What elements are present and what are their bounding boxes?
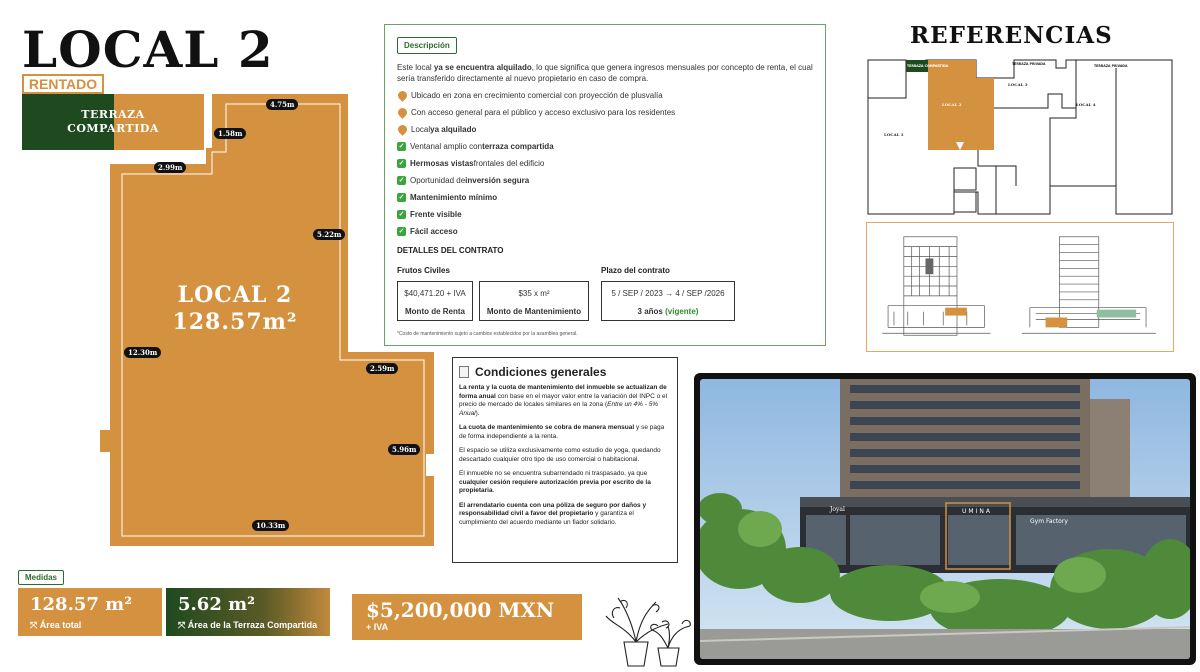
terrace-area-label: Área de la Terraza Compartida (187, 620, 318, 630)
term-box (601, 281, 735, 321)
dimension-label: 2.99m (154, 162, 186, 173)
building-photo (694, 373, 1196, 665)
maintenance-box (479, 281, 589, 321)
ref-label: TERRAZA PRIVADA (1094, 64, 1128, 68)
shop-sign: Gym Factory (1030, 518, 1068, 525)
price-suffix: + IVA (366, 622, 389, 632)
rent-label: Monto de Renta (405, 307, 465, 316)
checkmark-icon (397, 142, 406, 151)
conditions-title: Condiciones generales (459, 364, 671, 380)
maintenance-label: Monto de Mantenimiento (486, 307, 582, 316)
condition-paragraph: El inmueble no se encuentra subarrendado ni traspasado, ya que cualquier cesión requiere autorización previa por escrito de la propietaria. (459, 470, 651, 494)
dimension-label: 5.96m (388, 444, 420, 455)
dimension-label: 10.33m (252, 520, 289, 531)
description-box (384, 24, 826, 346)
feature-item: Con acceso general para el público y acceso exclusivo para los residentes (397, 107, 813, 118)
feature-item: ✓ Frente visible (397, 209, 813, 220)
civil-fruits-heading: Frutos Civiles (397, 266, 450, 275)
shop-sign: Joyal (830, 506, 845, 513)
expand-icon: ⤧ (178, 620, 188, 630)
maintenance-value: $35 x m² (518, 289, 550, 298)
location-pin-icon (396, 123, 409, 136)
terrace-area-value: 5.62 m² (178, 594, 256, 615)
measures-heading: Medidas (18, 570, 64, 585)
expand-icon: ⤧ (30, 620, 40, 630)
total-area-value: 128.57 m² (30, 594, 133, 615)
checkmark-icon (397, 159, 406, 168)
dimension-label: 4.75m (266, 99, 298, 110)
ref-label: LOCAL 1 (884, 132, 904, 137)
page-title: LOCAL 2 (22, 20, 274, 79)
reference-floor-plan (866, 58, 1174, 216)
checkmark-icon (397, 176, 406, 185)
dimension-label: 2.59m (366, 363, 398, 374)
local-area-label: LOCAL 2 128.57m² (172, 282, 298, 335)
price-card (352, 594, 582, 640)
contract-term-heading: Plazo del contrato (601, 266, 670, 275)
rent-box (397, 281, 473, 321)
dimension-label: 1.58m (214, 128, 246, 139)
building-photo-image (700, 379, 1190, 659)
document-icon (459, 366, 469, 378)
feature-item: Local ya alquilado (397, 124, 813, 135)
feature-item: ✓ Fácil acceso (397, 226, 813, 237)
checkmark-icon (397, 210, 406, 219)
location-pin-icon (396, 89, 409, 102)
ref-label: TERRAZA PRIVADA (1012, 62, 1046, 66)
condition-paragraph: El arrendatario cuenta con una póliza de seguro por daños y responsabilidad civil a favor del propietario y garantiza el cumplimiento del acuerdo mediante un fiador solidario. (459, 501, 647, 526)
dimension-label: 12.30m (124, 347, 161, 358)
dimension-label: 5.22m (313, 229, 345, 240)
ref-label: LOCAL 3 (1008, 82, 1028, 87)
condition-paragraph: La renta y la cuota de mantenimiento del inmueble se actualizan de forma anual con base en el mayor valor entre la variación del INPC o el precio de mercado de locales similares en la zona (Entre un 4% - 5% Anual). (459, 384, 668, 417)
plants-illustration (604, 596, 694, 668)
ref-label: TERRAZA COMPARTIDA (907, 64, 949, 68)
term-value: 5 / SEP / 2023 → 4 / SEP /2026 (611, 289, 725, 298)
feature-item: ✓ Mantenimiento mínimo (397, 192, 813, 203)
term-status: (vigente) (665, 307, 699, 316)
description-heading: Descripción (397, 37, 457, 54)
feature-item: ✓ Hermosas vistas frontales del edificio (397, 158, 813, 169)
description-intro: Este local ya se encuentra alquilado, lo que significa que genera ingresos mensuales por concepto de renta, el cual sería transferido directamente al nuevo propietario en caso de compra. (397, 63, 813, 83)
maintenance-footnote: *Costo de mantenimiento sujeto a cambios establecidos por la asamblea general. (397, 331, 578, 337)
condition-paragraph: El espacio se utiliza exclusivamente como estudio de yoga, quedando descartado cualquier otro tipo de uso comercial o habitacional. (459, 447, 661, 463)
conditions-box (452, 357, 678, 563)
checkmark-icon (397, 193, 406, 202)
total-area-card (18, 588, 162, 636)
status-badge: RENTADO (22, 74, 104, 94)
feature-item: Ubicado en zona en crecimiento comercial con proyección de plusvalía (397, 90, 813, 101)
total-area-label: Área total (39, 620, 82, 630)
ref-label: LOCAL 2 (942, 102, 962, 107)
feature-item: ✓ Oportunidad de inversión segura (397, 175, 813, 186)
ref-label: LOCAL 4 (1076, 102, 1096, 107)
checkmark-icon (397, 227, 406, 236)
reference-elevations (866, 222, 1174, 352)
condition-paragraph: La cuota de mantenimiento se cobra de manera mensual y se paga de forma independiente a la renta. (459, 424, 665, 440)
term-years: 3 años (637, 307, 663, 316)
feature-item: ✓ Ventanal amplio con terraza compartida (397, 141, 813, 152)
location-pin-icon (396, 106, 409, 119)
shop-sign: UMINA (962, 508, 992, 515)
rent-value: $40,471.20 + IVA (404, 289, 466, 298)
terrace-area-card (166, 588, 330, 636)
references-title: REFERENCIAS (910, 22, 1113, 49)
price-value: $5,200,000 MXN (366, 598, 555, 622)
terrace-label: TERRAZA COMPARTIDA (67, 108, 159, 135)
contract-heading: DETALLES DEL CONTRATO (397, 246, 504, 255)
